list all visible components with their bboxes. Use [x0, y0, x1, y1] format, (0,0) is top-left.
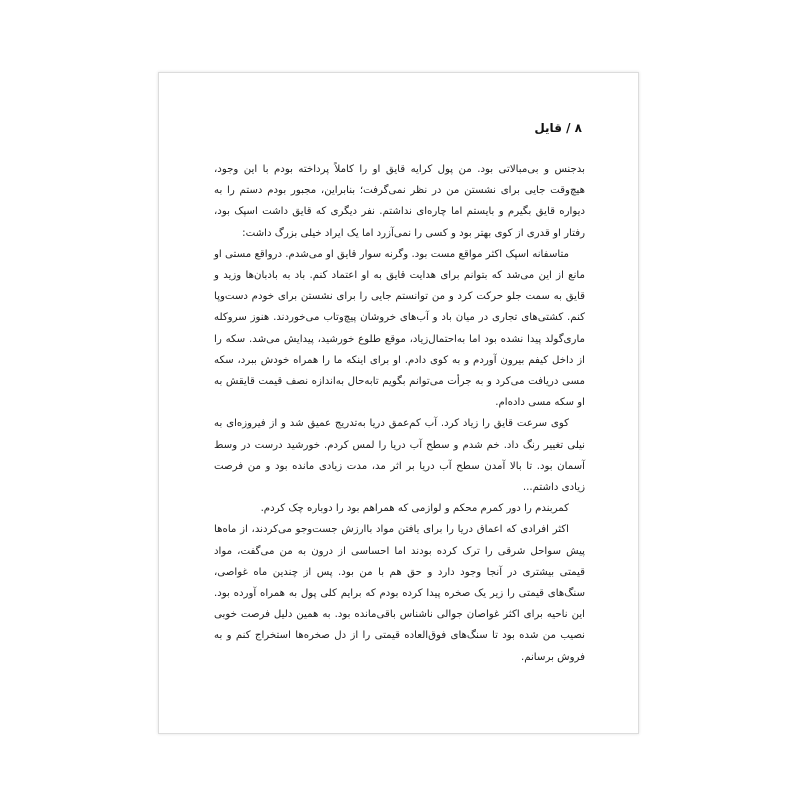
paragraph: اکثر افرادی که اعماق دریا را برای یافتن مواد باارزش جست‌وجو می‌کردند، از ماه‌ها پیش سواحل شرقی را ترک کرده بودند اما احساسی از درون به من می‌گفت، مواد قیمتی بیشتری در آنجا وجود دارد و حق هم با من بود. پس از چندین ماه غواصی، سنگ‌های قیمتی را زیر یک صخره پیدا کرده بودم که برایم کلی پول به همراه آورده بود. این ناحیه برای اکثر غواصان جوالی ناشناس باقی‌مانده بود. به همین دلیل فرصت خوبی نصیب من شده بود تا سنگ‌های فوق‌العاده قیمتی را از دل صخره‌ها استخراج کنم و به فروش برسانم. — [214, 524, 585, 663]
running-header: ۸ / قایل — [534, 121, 582, 135]
paragraph: بدجنس و بی‌مبالاتی بود. من پول کرایه قایق او را کاملاً پرداخته بودم با این وجود، هیچ‌وقت جایی برای نشستن من در نظر نمی‌گرفت؛ بنابراین، مجبور بودم دستم را به دیواره قایق بگیرم و بایستم اما چاره‌ای نداشتم. نفر دیگری که قایق داشت اسپک بود، رفتار او قدری از کوی بهتر بود و کسی را نمی‌آزرد اما یک ایراد خیلی بزرگ داشت: — [214, 164, 585, 239]
body-text — [214, 159, 585, 668]
book-page — [158, 72, 639, 734]
paragraph: متاسفانه اسپک اکثر مواقع مست بود. وگرنه سوار قایق او می‌شدم. درواقع مستی او مانع از این می‌شد که بتوانم برای هدایت قایق به او اعتماد کنم. باد به بادبان‌ها وزید و قایق به سمت جلو حرکت کرد و من توانستم جایی را برای نشستن برای خودم دست‌وپا کنم. کشتی‌های تجاری در میان باد و آب‌های خروشان پیچ‌وتاب می‌خوردند. هنوز سروکله ماری‌گولد پیدا نشده بود اما به‌احتمال‌زیاد، موقع طلوع خورشید، پیدایش می‌شد. سکه را از داخل کیفم بیرون آوردم و به کوی دادم. او برای اینکه ما را همراه خودش ببرد، سکه مسی دریافت می‌کرد و به جرأت می‌توانم بگویم تابه‌حال به‌اندازه نصف قیمت قایقش به او سکه مسی داده‌ام. — [214, 248, 585, 409]
paragraph: کوی سرعت قایق را زیاد کرد. آب کم‌عمق دریا به‌تدریج عمیق شد و از فیروزه‌ای به نیلی تغییر رنگ داد. خم شدم و سطح آب دریا را لمس کردم. خورشید درست در وسط آسمان بود. تا بالا آمدن سطح آب دریا بر اثر مد، مدت زیادی مانده بود و من فرصت زیادی داشتم... — [214, 418, 585, 494]
paragraph: کمربندم را دور کمرم محکم و لوازمی که همراهم بود را دوباره چک کردم. — [260, 503, 569, 515]
